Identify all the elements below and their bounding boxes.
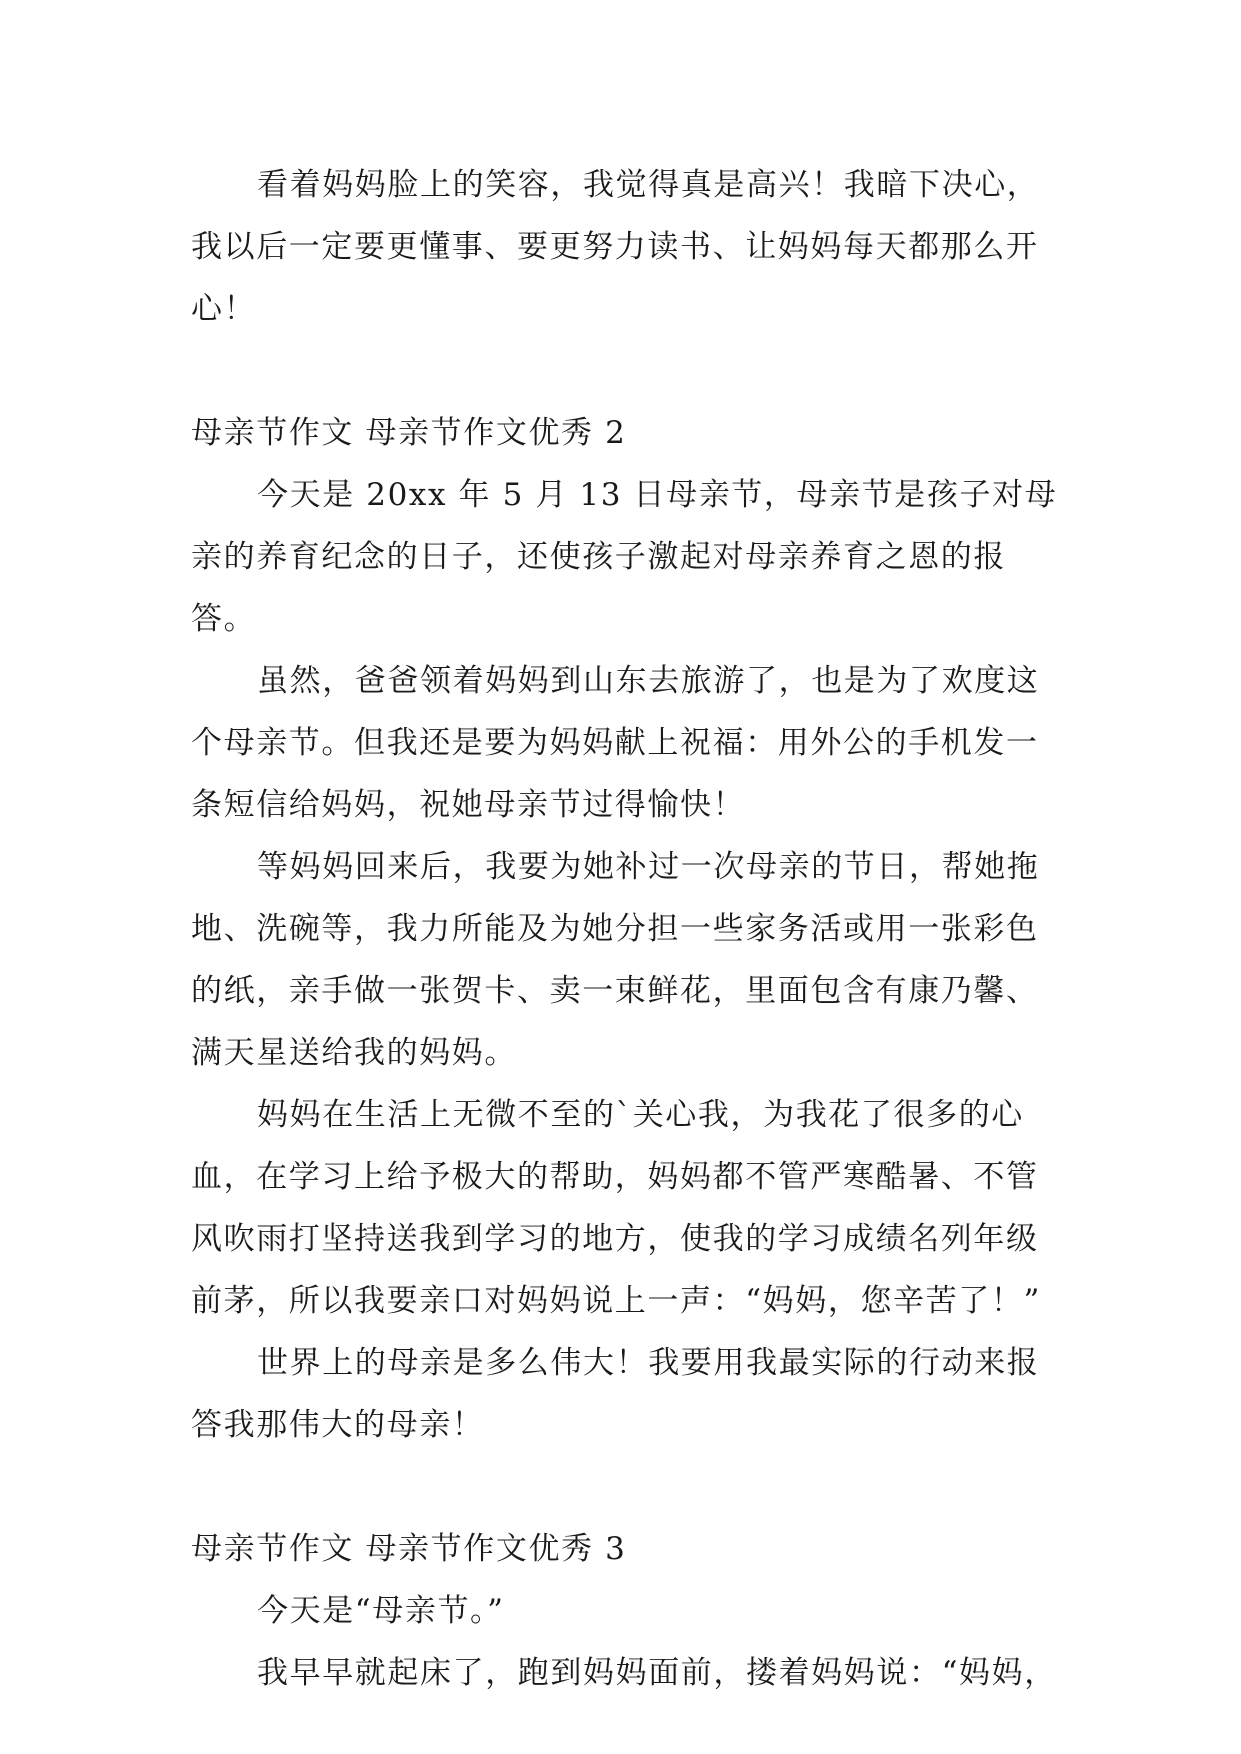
section-spacer [191,1456,1071,1518]
paragraph: 等妈妈回来后，我要为她补过一次母亲的节日，帮她拖地、洗碗等，我力所能及为她分担一些家务活或用一张彩色的纸，亲手做一张贺卡、卖一束鲜花，里面包含有康乃馨、满天星送给我的妈妈。 [191,849,1040,1071]
paragraph: 我早早就起床了，跑到妈妈面前，搂着妈妈说：“妈妈， [257,1655,1057,1691]
section-heading: 母亲节作文 母亲节作文优秀 2 [191,415,627,451]
paragraph: 看着妈妈脸上的笑容，我觉得真是高兴！我暗下决心，我以后一定要更懂事、要更努力读书、让妈妈每天都那么开心！ [191,167,1040,327]
paragraph: 世界上的母亲是多么伟大！我要用我最实际的行动来报答我那伟大的母亲！ [191,1345,1040,1443]
paragraph: 虽然，爸爸领着妈妈到山东去旅游了，也是为了欢度这个母亲节。但我还是要为妈妈献上祝福：用外公的手机发一条短信给妈妈，祝她母亲节过得愉快！ [191,663,1040,823]
paragraph: 今天是 20xx 年 5 月 13 日母亲节，母亲节是孩子对母亲的养育纪念的日子，还使孩子激起对母亲养育之恩的报答。 [191,477,1058,637]
paragraph: 今天是“母亲节。” [257,1593,505,1629]
document-body [191,154,1071,1704]
paragraph: 妈妈在生活上无微不至的`关心我，为我花了很多的心血，在学习上给予极大的帮助，妈妈都不管严寒酷暑、不管风吹雨打坚持送我到学习的地方，使我的学习成绩名列年级前茅，所以我要亲口对妈妈说上一声：“妈妈，您辛苦了！” [191,1097,1041,1319]
section-heading: 母亲节作文 母亲节作文优秀 3 [191,1531,627,1567]
section-spacer [191,340,1071,402]
